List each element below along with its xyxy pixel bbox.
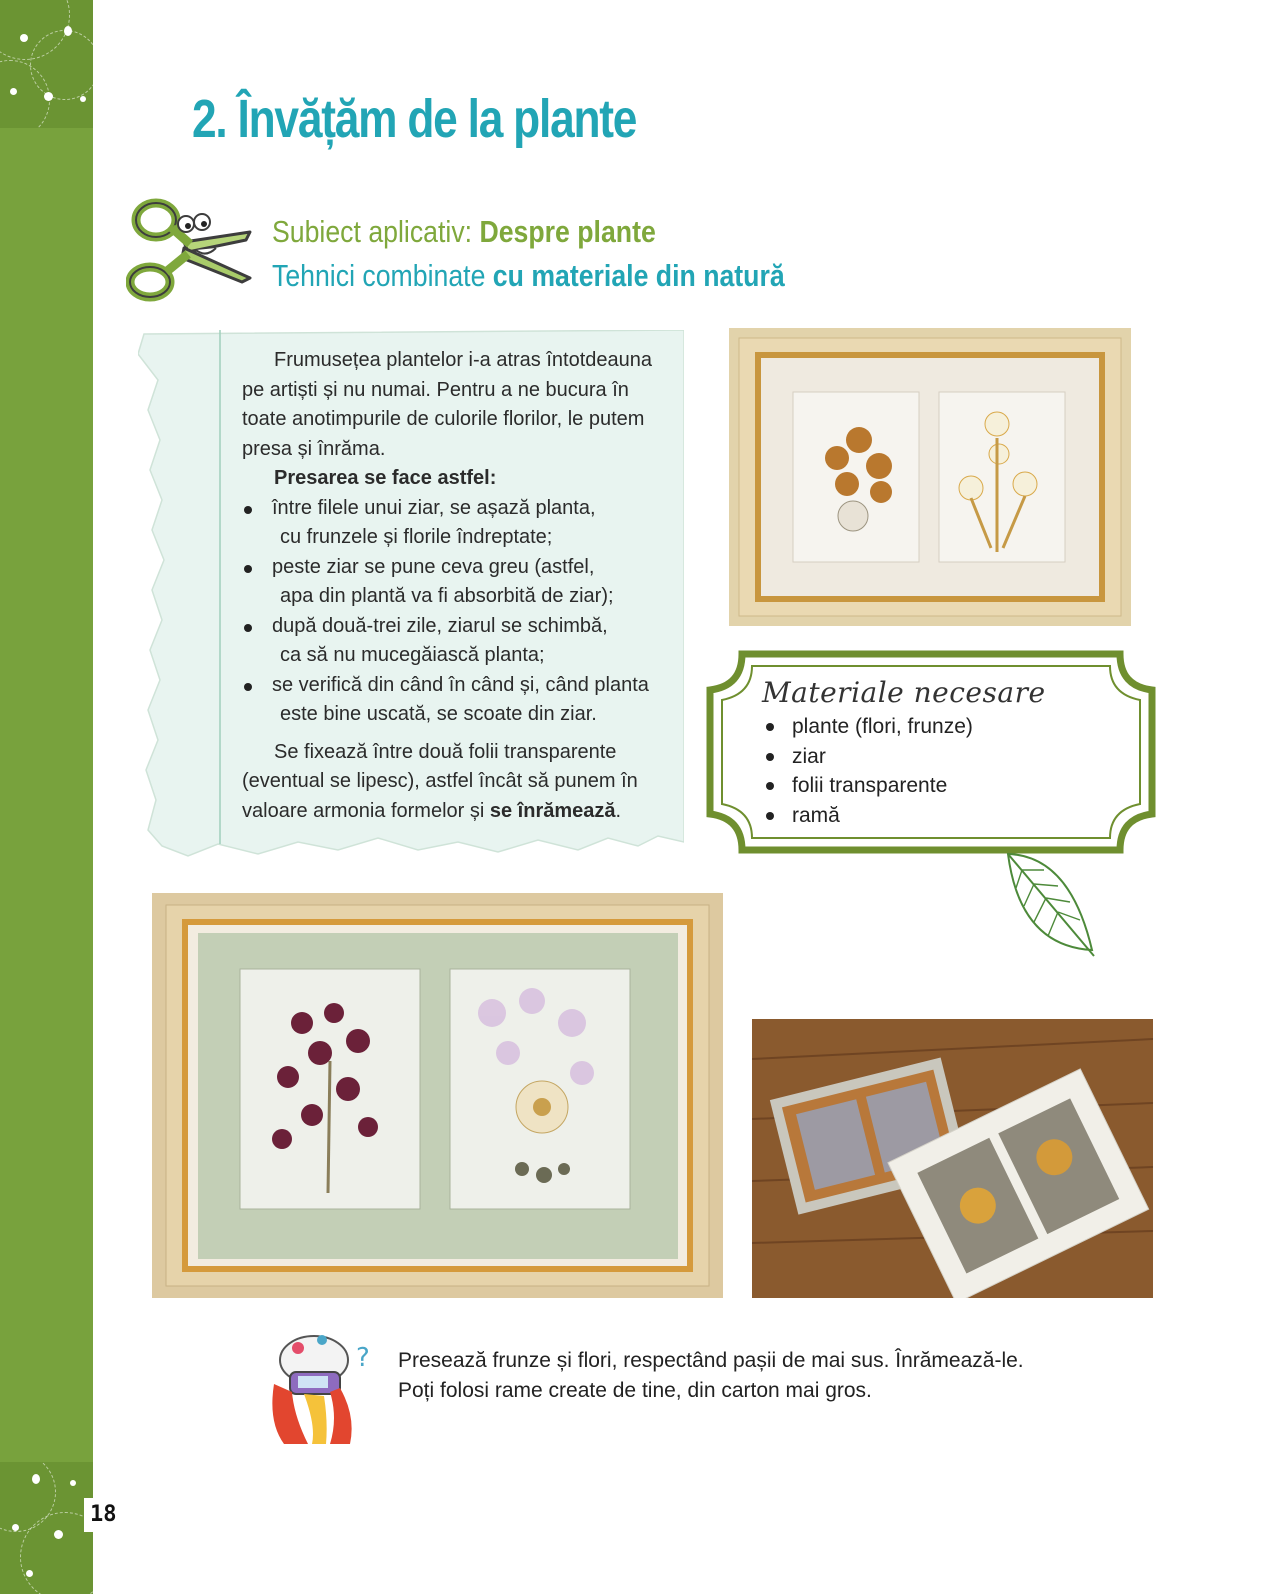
note-intro: Frumusețea plantelor i-a atras întotdeauna pe artiști și nu numai. Pentru a ne bucura în toate anotimpurile de culorile florilor, le putem presa și înrăma. bbox=[242, 349, 652, 460]
frames-on-floor-photo bbox=[752, 1019, 1153, 1298]
framed-flowers-photo-1 bbox=[729, 328, 1131, 626]
side-pattern-top bbox=[0, 0, 93, 128]
materials-title: Materiale necesare bbox=[762, 676, 1046, 709]
note-text bbox=[242, 346, 672, 826]
list-item: ramă bbox=[764, 801, 973, 831]
list-item: folii transparente bbox=[764, 771, 973, 801]
pressing-heading: Presarea se face astfel: bbox=[274, 467, 497, 489]
side-pattern-bottom bbox=[0, 1462, 93, 1594]
task-line-2: Poți folosi rame create de tine, din carton mai gros. bbox=[398, 1379, 872, 1402]
task-line-1: Presează frunze și flori, respectând pașii de mai sus. Înrămează-le. bbox=[398, 1349, 1024, 1372]
list-item: ziar bbox=[764, 742, 973, 772]
page-title: 2. Învățăm de la plante bbox=[192, 89, 637, 149]
note-closing: Se fixează între două folii transparente (eventual se lipesc), astfel încât să punem în valoare armonia formelor și se înrămează. bbox=[242, 740, 638, 822]
page-number: 18 bbox=[84, 1498, 130, 1532]
task-text bbox=[398, 1346, 1024, 1406]
technique-prefix: Tehnici combinate bbox=[272, 258, 493, 293]
pressing-steps bbox=[242, 494, 672, 730]
materials-list bbox=[764, 712, 973, 830]
subject-prefix: Subiect aplicativ: bbox=[272, 214, 480, 249]
list-item: între filele unui ziar, se așază planta, cu frunzele și florile îndreptate; bbox=[242, 494, 672, 553]
list-item: plante (flori, frunze) bbox=[764, 712, 973, 742]
subject-line bbox=[272, 214, 656, 250]
mascot-icon bbox=[264, 1326, 384, 1448]
technique-line bbox=[272, 258, 785, 294]
side-band bbox=[0, 0, 93, 1594]
framed-flowers-photo-2 bbox=[152, 893, 723, 1298]
list-item: se verifică din când în când și, când planta este bine uscată, se scoate din ziar. bbox=[242, 671, 672, 730]
svg-text:?: ? bbox=[356, 1343, 370, 1373]
technique-value: cu materiale din natură bbox=[492, 258, 785, 293]
list-item: peste ziar se pune ceva greu (astfel, apa din plantă va fi absorbită de ziar); bbox=[242, 553, 672, 612]
subject-value: Despre plante bbox=[479, 214, 656, 249]
leaf-icon bbox=[1000, 850, 1100, 960]
scissors-icon bbox=[126, 192, 256, 304]
list-item: după două-trei zile, ziarul se schimbă, ca să nu mucegăiască planta; bbox=[242, 612, 672, 671]
